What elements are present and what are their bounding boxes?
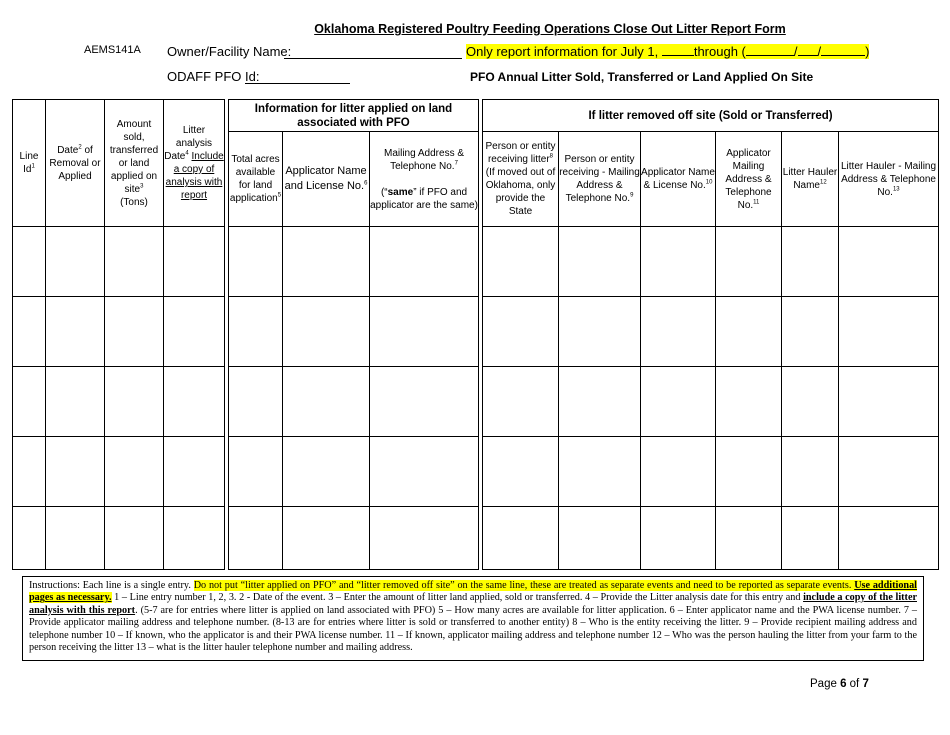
cell-input[interactable]: [46, 227, 105, 297]
table-row: [483, 437, 939, 507]
col-hauler-name: Litter Hauler Name$^{12}$: [782, 132, 839, 227]
end-year-field[interactable]: [821, 44, 865, 56]
table-row: [13, 367, 225, 437]
start-year-field[interactable]: [662, 44, 694, 56]
col-receiving-person: Person or entity receiving litter$^8$ (If moved out of Oklahoma, only provide the State: [483, 132, 559, 227]
reporting-period-through: through (: [693, 44, 746, 59]
instructions-warning: Do not put “litter applied on PFO” and “litter removed off site” on the same line, these are treated as separate events and need to be reported as separate events.: [193, 580, 855, 591]
group-header-row: [229, 100, 479, 132]
cell-input[interactable]: [716, 297, 782, 367]
table-row: [229, 437, 479, 507]
pfo-id-field[interactable]: [245, 83, 350, 84]
table-row: [229, 367, 479, 437]
cell-input[interactable]: [370, 227, 479, 297]
cell-input[interactable]: [46, 297, 105, 367]
col-analysis-date: Litter analysis Date$^4$ Include a copy of analysis with report: [164, 100, 225, 227]
cell-input[interactable]: [483, 507, 559, 570]
cell-input[interactable]: [46, 437, 105, 507]
cell-input[interactable]: [13, 437, 46, 507]
cell-input[interactable]: [559, 297, 641, 367]
cell-input[interactable]: [483, 297, 559, 367]
header-row: [13, 100, 225, 227]
cell-input[interactable]: [641, 227, 716, 297]
cell-input[interactable]: [229, 227, 283, 297]
cell-input[interactable]: [164, 297, 225, 367]
annual-subtitle: PFO Annual Litter Sold, Transferred or Land Applied On Site: [470, 70, 814, 84]
col-amount: Amount sold, transferred or land applied on site$^3$ (Tons): [105, 100, 164, 227]
pfo-id-label: ODAFF PFO Id:: [167, 69, 260, 84]
col-hauler-mailing: Litter Hauler - Mailing Address & Telephone No.$^{13}$: [839, 132, 939, 227]
instructions-include-analysis: include a copy of the litter analysis with this report: [29, 592, 917, 616]
reporting-period-prefix: Only report information for July 1,: [466, 44, 659, 59]
date-separator: /: [817, 44, 822, 59]
cell-input[interactable]: [716, 367, 782, 437]
col-applicator-mailing: Applicator Mailing Address & Telephone No.$^{11}$: [716, 132, 782, 227]
land-applied-group-header: Information for litter applied on land associated with PFO: [229, 100, 479, 132]
cell-input[interactable]: [641, 297, 716, 367]
cell-input[interactable]: [641, 367, 716, 437]
cell-input[interactable]: [13, 367, 46, 437]
cell-input[interactable]: [483, 437, 559, 507]
table-row: [229, 507, 479, 570]
cell-input[interactable]: [105, 367, 164, 437]
instructions-body-2: . (5-7 are for entries where litter is applied on land associated with PFO) 5 – How many acres are available for litter application. 6 – Enter applicator name and the PWA license number. 7 – Provide applicator mailing address and telephone number. (8-13 are for entries where litter is sold or transferred to another entity) 8 – Who is the entity receiving the litter. 9 – Provide recipient mailing address and telephone number 10 – If known, who the applicator is and their PWA license number. 11 – If known, applicator mailing address and telephone number 12 – Who was the person hauling the litter from your farm to the person receiving the litter 13 – what is the litter hauler telephone number and mailing address.: [29, 604, 917, 654]
cell-input[interactable]: [164, 227, 225, 297]
cell-input[interactable]: [46, 367, 105, 437]
date-separator: /: [793, 44, 798, 59]
cell-input[interactable]: [559, 227, 641, 297]
cell-input[interactable]: [370, 437, 479, 507]
table-row: [229, 297, 479, 367]
cell-input[interactable]: [164, 437, 225, 507]
cell-input[interactable]: [370, 297, 479, 367]
instructions-intro: Instructions: Each line is a single entry.: [29, 580, 194, 591]
cell-input[interactable]: [164, 507, 225, 570]
cell-input[interactable]: [483, 227, 559, 297]
cell-input[interactable]: [370, 367, 479, 437]
reporting-period: [466, 44, 869, 59]
col-mailing-address: Mailing Address & Telephone No.$^7$ (“same” if PFO and applicator are the same): [370, 132, 479, 227]
cell-input[interactable]: [716, 227, 782, 297]
instructions-box: [22, 576, 924, 661]
table-row: [229, 227, 479, 297]
off-site-group-header: If litter removed off site (Sold or Transferred): [483, 100, 939, 132]
cell-input[interactable]: [559, 507, 641, 570]
group-header-row: [483, 100, 939, 132]
table-row: [13, 297, 225, 367]
cell-input[interactable]: [716, 507, 782, 570]
cell-input[interactable]: [559, 367, 641, 437]
header-row: [229, 132, 479, 227]
cell-input[interactable]: [13, 227, 46, 297]
cell-input[interactable]: [105, 297, 164, 367]
cell-input[interactable]: [229, 297, 283, 367]
page-number: Page 6 of 7: [810, 678, 869, 690]
owner-facility-field[interactable]: [284, 58, 462, 59]
col-line-id: Line Id$^1$: [13, 100, 46, 227]
table-row: [13, 227, 225, 297]
cell-input[interactable]: [283, 367, 370, 437]
litter-table-land-applied: [228, 99, 479, 570]
cell-input[interactable]: [164, 367, 225, 437]
cell-input[interactable]: [229, 507, 283, 570]
cell-input[interactable]: [283, 227, 370, 297]
cell-input[interactable]: [782, 297, 839, 367]
instructions-additional-pages: Use additional pages as necessary.: [29, 580, 918, 604]
cell-input[interactable]: [839, 367, 939, 437]
litter-table-basic: [12, 99, 225, 570]
instructions-body-1: 1 – Line entry number 1, 2, 3. 2 - Date of the event. 3 – Enter the amount of litter land applied, sold or transferred. 4 – Provide the Litter analysis date for this entry and: [111, 592, 804, 604]
cell-input[interactable]: [105, 507, 164, 570]
cell-input[interactable]: [370, 507, 479, 570]
cell-input[interactable]: [283, 507, 370, 570]
cell-input[interactable]: [641, 507, 716, 570]
col-total-acres: Total acres available for land application$^5$: [229, 132, 283, 227]
cell-input[interactable]: [839, 437, 939, 507]
cell-input[interactable]: [483, 367, 559, 437]
cell-input[interactable]: [13, 507, 46, 570]
form-title: Oklahoma Registered Poultry Feeding Operations Close Out Litter Report Form: [314, 22, 786, 36]
cell-input[interactable]: [782, 507, 839, 570]
table-row: [13, 437, 225, 507]
table-row: [483, 367, 939, 437]
owner-facility-label: Owner/Facility Name:: [167, 44, 292, 59]
table-row: [13, 507, 225, 570]
cell-input[interactable]: [782, 227, 839, 297]
cell-input[interactable]: [229, 367, 283, 437]
cell-input[interactable]: [716, 437, 782, 507]
col-applicator-name: Applicator Name and License No.$^6$: [283, 132, 370, 227]
cell-input[interactable]: [839, 227, 939, 297]
table-row: [483, 227, 939, 297]
header-row: [483, 132, 939, 227]
cell-input[interactable]: [782, 437, 839, 507]
col-offsite-applicator: Applicator Name & License No.$^{10}$: [641, 132, 716, 227]
cell-input[interactable]: [559, 437, 641, 507]
cell-input[interactable]: [839, 297, 939, 367]
cell-input[interactable]: [641, 437, 716, 507]
cell-input[interactable]: [839, 507, 939, 570]
end-month-field[interactable]: [746, 44, 794, 56]
reporting-period-close: ): [865, 44, 870, 59]
cell-input[interactable]: [283, 437, 370, 507]
table-row: [483, 297, 939, 367]
cell-input[interactable]: [782, 367, 839, 437]
end-day-field[interactable]: [798, 44, 818, 56]
form-id: AEMS141A: [84, 44, 141, 56]
cell-input[interactable]: [105, 437, 164, 507]
cell-input[interactable]: [105, 227, 164, 297]
table-row: [483, 507, 939, 570]
col-receiving-address: Person or entity receiving - Mailing Address & Telephone No.$^9$: [559, 132, 641, 227]
litter-table-off-site: [482, 99, 939, 570]
col-date: Date$^2$ of Removal or Applied: [46, 100, 105, 227]
cell-input[interactable]: [283, 297, 370, 367]
cell-input[interactable]: [46, 507, 105, 570]
cell-input[interactable]: [229, 437, 283, 507]
cell-input[interactable]: [13, 297, 46, 367]
